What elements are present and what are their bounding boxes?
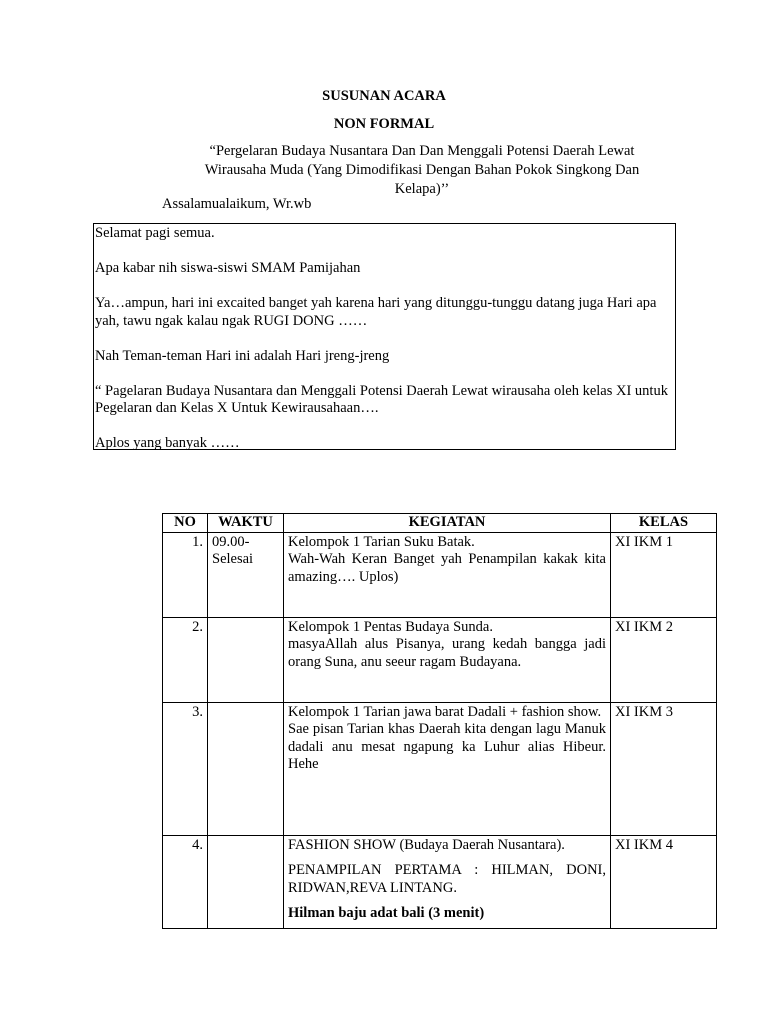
table-header-row (163, 514, 717, 533)
speech-line: Nah Teman-teman Hari ini adalah Hari jreng-jreng (95, 347, 390, 364)
event-theme: “Pergelaran Budaya Nusantara Dan Dan Menggali Potensi Daerah Lewat Wirausaha Muda (Yang Dimodifikasi Dengan Bahan Pokok Singkong Dan Kelapa)’’ (204, 143, 640, 197)
cell-no: 4. (163, 835, 208, 928)
cell-waktu (208, 702, 284, 835)
cell-kegiatan (284, 835, 611, 928)
cell-no: 2. (163, 617, 208, 702)
document-title: SUSUNAN ACARA (322, 88, 446, 104)
header-kegiatan: KEGIATAN (284, 514, 611, 533)
table-row (163, 702, 717, 835)
speech-box (93, 223, 676, 450)
cell-kelas: XI IKM 3 (611, 702, 717, 835)
document-subtitle: NON FORMAL (333, 116, 435, 132)
table-row (163, 617, 717, 702)
cell-waktu (208, 617, 284, 702)
kegiatan-line: Kelompok 1 Tarian jawa barat Dadali + fashion show. (288, 703, 602, 720)
speech-line: “ Pagelaran Budaya Nusantara dan Menggali Potensi Daerah Lewat wirausaha oleh kelas XI untuk Pegelaran dan Kelas X Untuk Kewirausahaan…. (95, 382, 668, 416)
cell-kelas: XI IKM 1 (611, 532, 717, 617)
table-row (163, 532, 717, 617)
speech-line: Selamat pagi semua. (95, 225, 215, 241)
header-waktu: WAKTU (208, 514, 284, 533)
cell-kegiatan (284, 617, 611, 702)
table-row (163, 835, 717, 928)
kegiatan-line: Kelompok 1 Pentas Budaya Sunda. (288, 618, 493, 635)
speech-line: Apa kabar nih siswa-siswi SMAM Pamijahan (95, 260, 361, 276)
speech-line: Aplos yang banyak …… (95, 435, 240, 451)
kegiatan-line: Wah-Wah Keran Banget yah Penampilan kakak kita amazing…. Uplos) (288, 551, 606, 585)
greeting: Assalamualaikum, Wr.wb (162, 196, 312, 212)
kegiatan-line: Hilman baju adat bali (3 menit) (288, 905, 485, 921)
cell-waktu: 09.00-Selesai (208, 532, 284, 617)
kegiatan-line: masyaAllah alus Pisanya, urang kedah bangga jadi orang Suna, anu seeur ragam Budayana. (288, 636, 606, 670)
schedule-table (162, 513, 717, 929)
kegiatan-line: Sae pisan Tarian khas Daerah kita dengan lagu Manuk dadali anu mesat ngapung ka Luhur alias Hibeur. Hehe (288, 721, 606, 772)
cell-kelas: XI IKM 4 (611, 835, 717, 928)
cell-kegiatan (284, 702, 611, 835)
kegiatan-line: Kelompok 1 Tarian Suku Batak. (288, 533, 475, 550)
header-kelas: KELAS (611, 514, 717, 533)
cell-no: 3. (163, 702, 208, 835)
cell-no: 1. (163, 532, 208, 617)
kegiatan-line: PENAMPILAN PERTAMA : HILMAN, DONI, RIDWAN,REVA LINTANG. (288, 862, 606, 896)
cell-kelas: XI IKM 2 (611, 617, 717, 702)
header-no: NO (163, 514, 208, 533)
cell-kegiatan (284, 532, 611, 617)
cell-waktu (208, 835, 284, 928)
speech-line: Ya…ampun, hari ini excaited banget yah karena hari yang ditunggu-tunggu datang juga Hari apa yah, tawu ngak kalau ngak RUGI DONG …… (95, 295, 657, 329)
kegiatan-line: FASHION SHOW (Budaya Daerah Nusantara). (288, 836, 565, 853)
